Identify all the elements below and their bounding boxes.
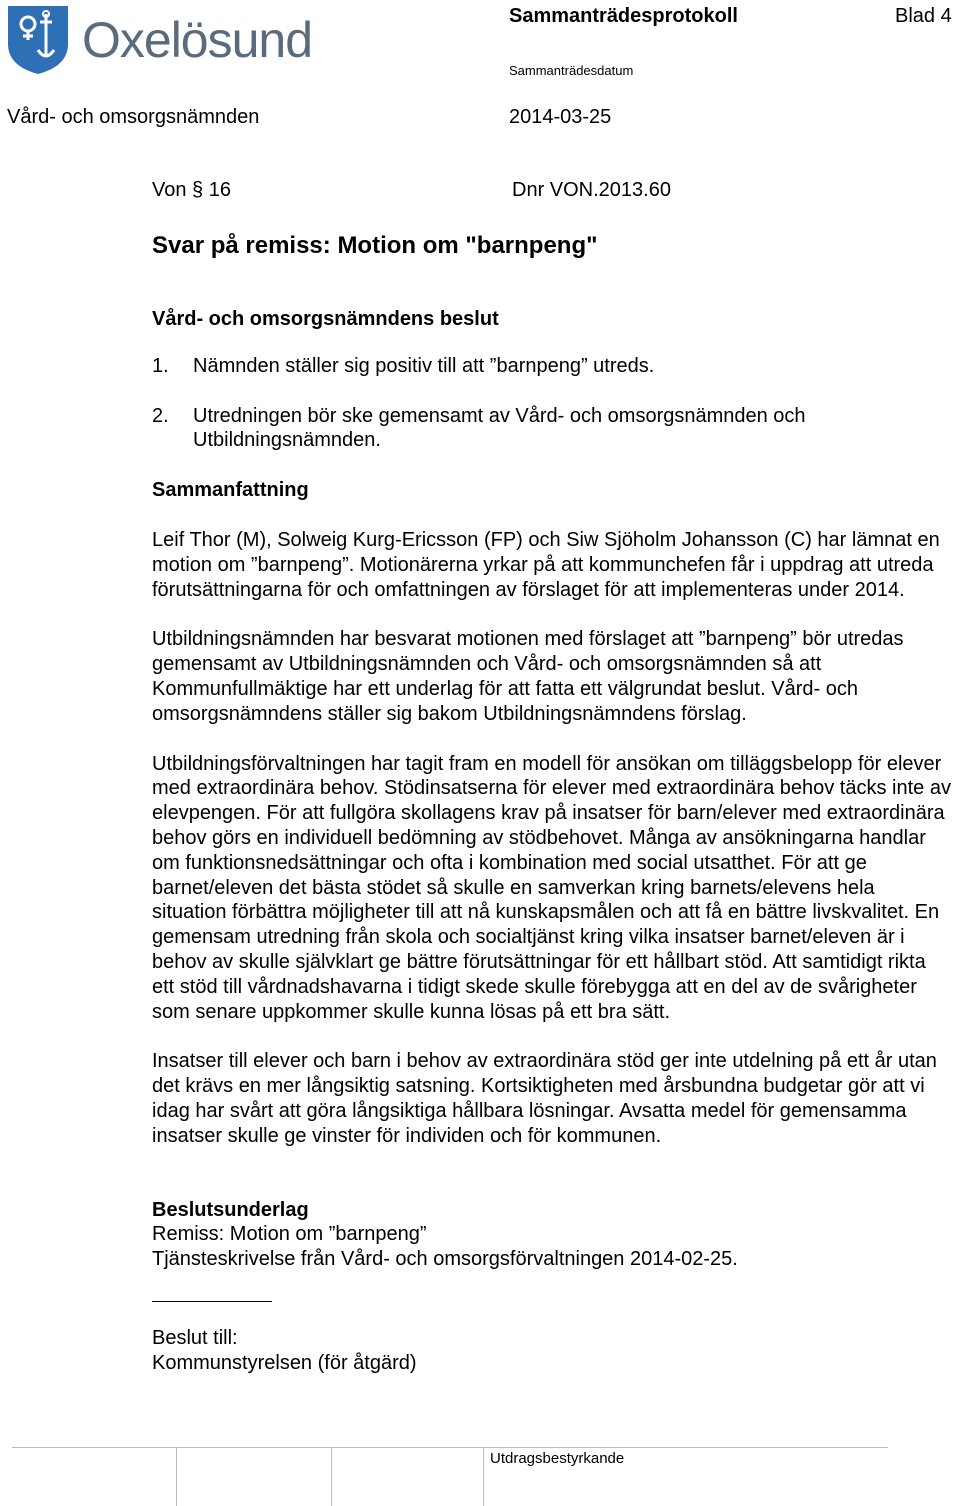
- summary-paragraph: Leif Thor (M), Solweig Kurg-Ericsson (FP) och Siw Sjöholm Johansson (C) har lämnat en motion om ”barnpeng”. Motionärerna yrkar på att kommunchefen får i uppdrag att utreda förutsättningarna för och omfattningen av förslaget för att implementeras under 2014.: [152, 528, 940, 601]
- decision-item: [152, 404, 952, 454]
- basis-heading: Beslutsunderlag: [152, 1198, 309, 1221]
- sent-to-heading: Beslut till:: [152, 1326, 238, 1349]
- summary-heading: Sammanfattning: [152, 479, 309, 502]
- decision-item: [152, 354, 952, 379]
- divider: [152, 1301, 272, 1302]
- item-number: Von § 16: [152, 179, 231, 201]
- summary-paragraph: Utbildningsförvaltningen har tagit fram en modell för ansökan om tilläggsbelopp för elever med extraordinära behov. Stödinsatserna för elever med extraordinära behov täcks inte av elevpengen. För att fullgöra skollagens krav på insatser för barn/elever med extraordinära behov görs en individuell bedömning av stödbehovet. Många av ansökningarna handlar om funktionsnedsättningar och ofta i kombination med social utsatthet. För att ge barnet/eleven det bästa stödet så skulle en samverkan kring barnets/elevens hela situation förbättra möjligheter till att nå kunskapsmålen och att få en bättre livskvalitet. En gemensam utredning från skola och socialtjänst kring vilka insatser barnet/eleven är i behov av skulle självklart ge bättre förutsättningar för ett hållbart stöd. Att samtidigt rikta ett stöd till vårdnadshavarna i tidigt skede skulle förebygga att en del av de svårigheter som senare uppkommer skulle kunna lösas på ett bra sätt.: [152, 752, 951, 1023]
- document-type: Sammanträdesprotokoll: [509, 5, 738, 27]
- decision-item-number: 1.: [152, 354, 169, 377]
- coat-of-arms-icon: [6, 4, 76, 76]
- logo-wordmark: Oxelösund: [82, 12, 313, 68]
- page-number: Blad 4: [895, 5, 952, 27]
- diary-number: Dnr VON.2013.60: [512, 179, 671, 201]
- basis-line: Remiss: Motion om ”barnpeng”: [152, 1223, 427, 1246]
- item-title: Svar på remiss: Motion om "barnpeng": [152, 232, 598, 259]
- sent-to-line: Kommunstyrelsen (för åtgärd): [152, 1351, 417, 1374]
- decision-heading: Vård- och omsorgsnämndens beslut: [152, 308, 499, 330]
- signature-box-divider: [176, 1448, 177, 1506]
- item-header-row: [152, 178, 952, 203]
- signature-box-divider: [483, 1448, 484, 1506]
- decision-item-text: Utredningen bör ske gemensamt av Vård- och omsorgsnämnden och Utbildningsnämnden.: [193, 404, 806, 452]
- meeting-date: 2014-03-25: [509, 106, 612, 128]
- meeting-date-label: Sammanträdesdatum: [509, 63, 634, 78]
- decision-item-number: 2.: [152, 404, 169, 427]
- signature-box-divider: [331, 1448, 332, 1506]
- committee-name: Vård- och omsorgsnämnden: [7, 106, 260, 128]
- summary-paragraph: Insatser till elever och barn i behov av extraordinära stöd ger inte utdelning på ett år utan det krävs en mer långsiktig satsning. Kortsiktigheten med årsbundna budgetar gör att vi idag har svårt att göra långsiktiga hållbara lösningar. Avsatta medel för gemensamma insatser skulle ge vinster för individen och för kommunen.: [152, 1050, 937, 1147]
- decision-list: [152, 354, 952, 453]
- footer-rule: [12, 1447, 888, 1448]
- decision-item-text: Nämnden ställer sig positiv till att ”barnpeng” utreds.: [193, 354, 655, 377]
- summary-paragraph: Utbildningsnämnden har besvarat motionen med förslaget att ”barnpeng” bör utredas gemensamt av Utbildningsnämnden och Vård- och omsorgsnämnden så att Kommunfullmäktige har ett underlag för att fatta ett välgrundat beslut. Vård- och omsorgsnämndens ställer sig bakom Utbildningsnämndens förslag.: [152, 628, 904, 725]
- certification-label: Utdragsbestyrkande: [490, 1450, 625, 1467]
- basis-line: Tjänsteskrivelse från Vård- och omsorgsförvaltningen 2014-02-25.: [152, 1248, 738, 1271]
- protocol-body: [152, 178, 952, 1376]
